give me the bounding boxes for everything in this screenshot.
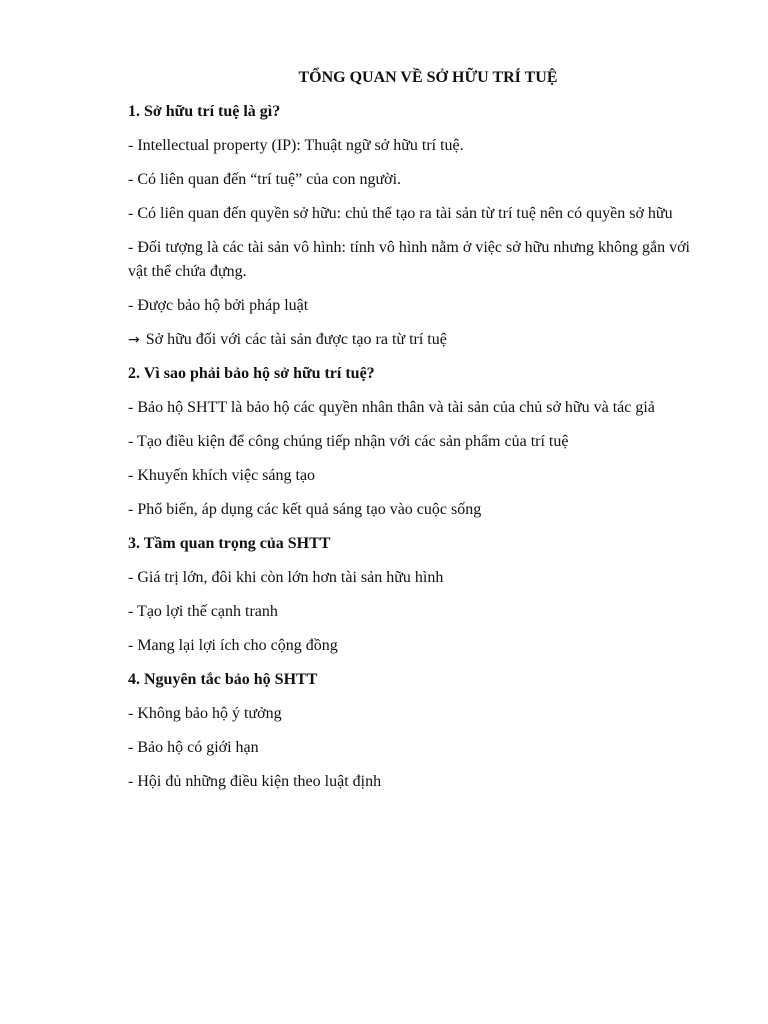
section-4-line-2: - Bảo hộ có giới hạn — [128, 739, 259, 756]
right-arrow-icon: → — [128, 332, 140, 348]
section-1-line-3: - Có liên quan đến quyền sở hữu: chủ thể tạo ra tài sản từ trí tuệ nên có quyền sở hữu — [128, 205, 673, 222]
section-1-line-2: - Có liên quan đến “trí tuệ” của con người. — [128, 171, 402, 188]
conclusion-text: Sở hữu đối với các tài sản được tạo ra từ trí tuệ — [145, 331, 447, 348]
section-heading-3: 3. Tầm quan trọng của SHTT — [128, 535, 331, 552]
section-3-line-2: - Tạo lợi thế cạnh tranh — [128, 603, 278, 620]
section-4-line-1: - Không bảo hộ ý tưởng — [128, 705, 282, 722]
document-title: TỔNG QUAN VỀ SỞ HỮU TRÍ TUỆ — [298, 69, 558, 86]
section-1-line-4: - Đối tượng là các tài sản vô hình: tính vô hình nằm ở việc sở hữu nhưng không gắn với vật thể chứa đựng. — [128, 239, 690, 280]
section-2-line-1: - Bảo hộ SHTT là bảo hộ các quyền nhân thân và tài sản của chủ sở hữu và tác giả — [128, 399, 655, 416]
section-3-line-3: - Mang lại lợi ích cho cộng đồng — [128, 637, 338, 654]
section-2-line-3: - Khuyến khích việc sáng tạo — [128, 467, 316, 484]
section-1-line-5: - Được bảo hộ bởi pháp luật — [128, 297, 309, 314]
section-heading-2: 2. Vì sao phải bảo hộ sở hữu trí tuệ? — [128, 365, 375, 382]
section-heading-4: 4. Nguyên tắc bảo hộ SHTT — [128, 671, 318, 688]
section-3-line-1: - Giá trị lớn, đôi khi còn lớn hơn tài sản hữu hình — [128, 569, 444, 586]
section-4-line-3: - Hội đủ những điều kiện theo luật định — [128, 773, 382, 790]
section-heading-1: 1. Sở hữu trí tuệ là gì? — [128, 103, 281, 120]
section-2-line-2: - Tạo điều kiện để công chúng tiếp nhận với các sản phẩm của trí tuệ — [128, 433, 569, 450]
section-1-conclusion — [128, 328, 708, 352]
section-2-line-4: - Phổ biến, áp dụng các kết quả sáng tạo vào cuộc sống — [128, 501, 482, 518]
document-body — [128, 66, 708, 804]
section-1-line-1: - Intellectual property (IP): Thuật ngữ sở hữu trí tuệ. — [128, 137, 464, 154]
